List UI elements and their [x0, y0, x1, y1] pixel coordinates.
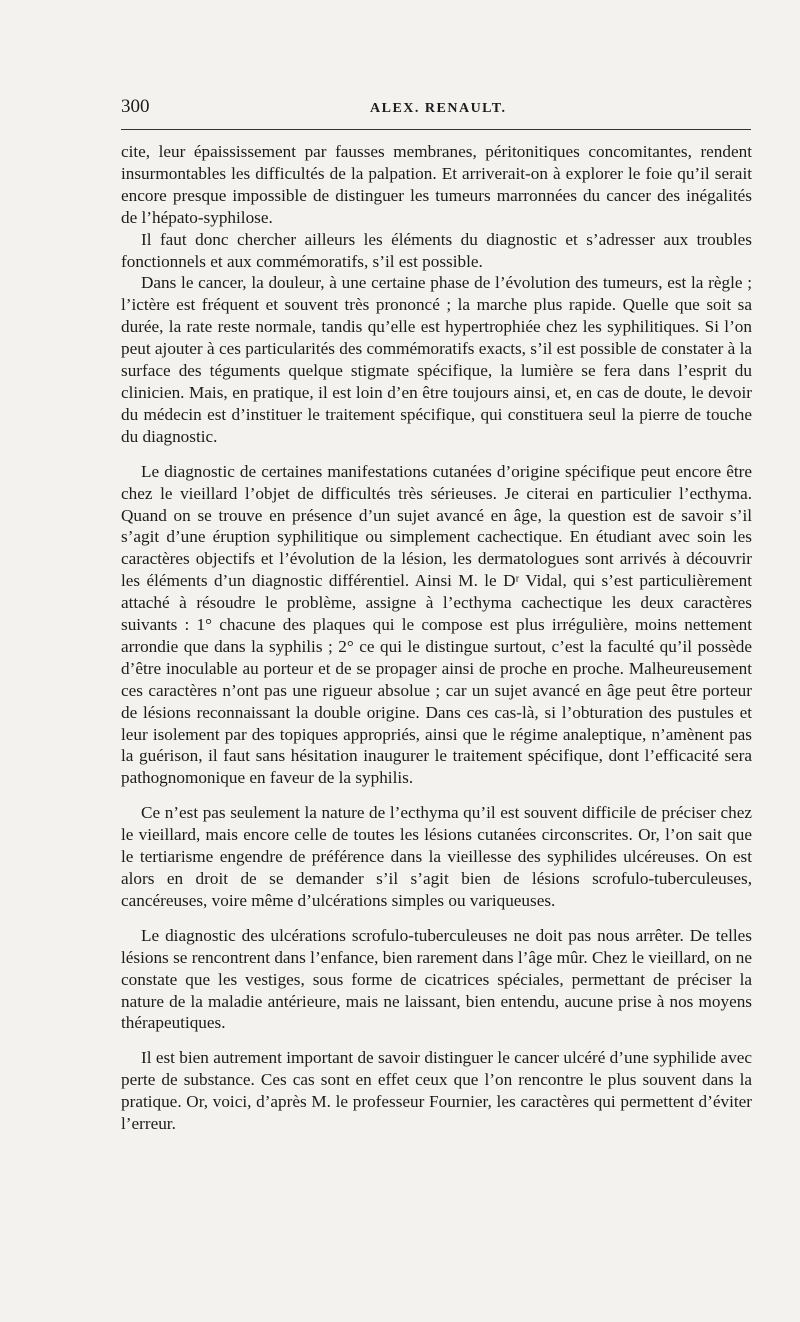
header-rule	[121, 129, 751, 130]
paragraph: Le diagnostic des ulcérations scrofulo-tuberculeuses ne doit pas nous arrêter. De telles lésions se rencontrent dans l’enfance, bien rarement dans l’âge mûr. Chez le vieillard, on ne constate que les vestiges, sous forme de cicatrices spéciales, permettant de préciser la nature de la maladie antérieure, mais ne laissant, bien entendu, aucune prise à nos moyens thérapeutiques.	[121, 925, 752, 1033]
paragraph: Il faut donc chercher ailleurs les éléments du diagnostic et s’adresser aux troubles fonctionnels et aux commémoratifs, s’il est possible.	[121, 229, 752, 271]
paragraph: Le diagnostic de certaines manifestations cutanées d’origine spécifique peut encore être chez le vieillard l’objet de difficultés très sérieuses. Je citerai en particulier l’ecthyma. Quand on se trouve en présence d’un sujet avancé en âge, la question est de savoir s’il s’agit d’une éruption syphilitique ou simplement cachectique. En étudiant avec soin les caractères objectifs et l’évolution de la lésion, les dermatologues sont arrivés à découvrir les éléments d’un diagnostic différentiel. Ainsi M. le Dʳ Vidal, qui s’est particulièrement attaché à résoudre le problème, assigne à l’ecthyma cachectique les deux caractères suivants : 1° chacune des plaques qui le compose est plus irrégulière, moins nettement arrondie que dans la syphilis ; 2° ce qui le distingue surtout, c’est la faculté qu’il possède d’être inoculable au porteur et de se propager ainsi de proche en proche. Malheureusement ces caractères n’ont pas une rigueur absolue ; car un sujet avancé en âge peut être porteur de lésions reconnaissant la double origine. Dans ces cas-là, si l’obturation des pustules et leur isolement par des topiques appropriés, ainsi que le régime analeptique, n’amènent pas la guérison, il faut sans hésitation inaugurer le traitement spécifique, dont l’efficacité sera pathognomonique en faveur de la syphilis.	[121, 461, 752, 788]
page-header	[121, 96, 751, 120]
running-head: ALEX. RENAULT.	[370, 101, 507, 116]
paragraph-continued: cite, leur épaississement par fausses membranes, péritonitiques concomitantes, rendent insurmontables les difficultés de la palpation. Et arriverait-on à explorer le foie qu’il serait encore presque impossible de distinguer les tumeurs marronnées du cancer des inégalités de l’hépato-syphilose.	[121, 142, 752, 227]
paragraph: Dans le cancer, la douleur, à une certaine phase de l’évolution des tumeurs, est la règle ; l’ictère est fréquent et souvent très prononcé ; la marche plus rapide. Quelle que soit sa durée, la rate reste normale, tandis qu’elle est hypertrophiée chez les syphilitiques. Si l’on peut ajouter à ces particularités des commémoratifs exacts, s’il est possible de constater à la surface des téguments quelque stigmate spécifique, la lumière se fera dans l’esprit du clinicien. Mais, en pratique, il est loin d’en être toujours ainsi, et, en cas de doute, le devoir du médecin est d’instituer le traitement spécifique, qui constituera seul la pierre de touche du diagnostic.	[121, 273, 752, 446]
paragraph: Il est bien autrement important de savoir distinguer le cancer ulcéré d’une syphilide avec perte de substance. Ces cas sont en effet ceux que l’on rencontre le plus souvent dans la pratique. Or, voici, d’après M. le professeur Fournier, les caractères qui permettent d’éviter l’erreur.	[121, 1048, 752, 1134]
body-text	[121, 141, 752, 1135]
page-number: 300	[121, 96, 150, 117]
paragraph: Ce n’est pas seulement la nature de l’ecthyma qu’il est souvent difficile de préciser chez le vieillard, mais encore celle de toutes les lésions cutanées circonscrites. Or, l’on sait que le tertiarisme engendre de préférence dans la vieillesse des syphilides ulcéreuses. On est alors en droit de se demander s’il s’agit bien de lésions scrofulo-tuberculeuses, cancéreuses, voire même d’ulcérations simples ou variqueuses.	[121, 803, 752, 910]
